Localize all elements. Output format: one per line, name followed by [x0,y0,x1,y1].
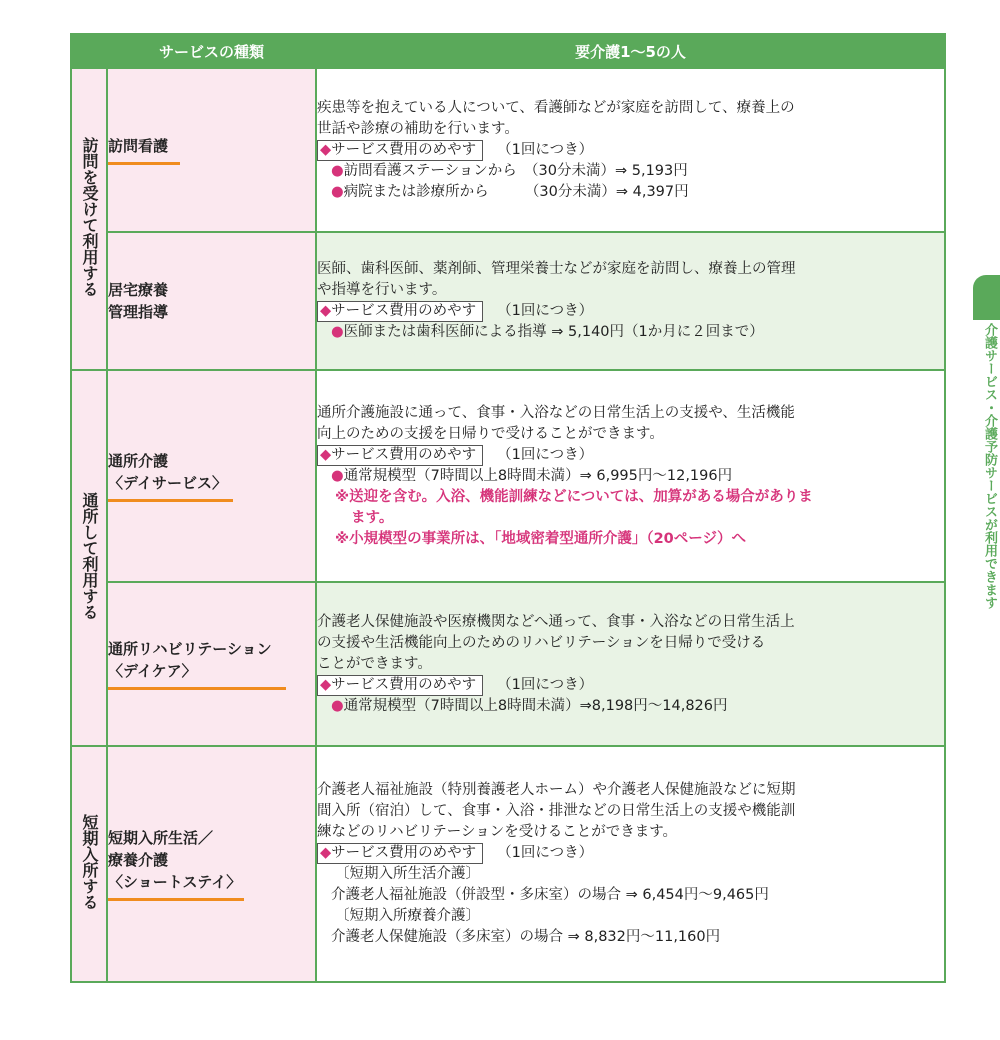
fee-label-box: ◆サービス費用のめやす [317,445,483,466]
fee-label-box: ◆サービス費用のめやす [317,675,483,696]
category-short-stay [71,746,107,982]
service-name: 居宅療養 管理指導 [107,232,316,370]
fee-label-box: ◆サービス費用のめやす [317,843,483,864]
underline-bar [108,162,180,165]
fee-label-box: ◆サービス費用のめやす [317,301,483,322]
service-name: 通所介護 〈デイサービス〉 [107,370,316,582]
category-day-service [71,370,107,746]
service-description: 疾患等を抱えている人について、看護師などが家庭を訪問して、療養上の 世話や診療の補助を行います。 ◆サービス費用のめやす （1回につき） ●訪問看護ステーションから （30分未満）⇒ 5,193円 ●病院または診療所から （30分未満）⇒ 4,397円 [316,68,945,232]
fee-item: ●訪問看護ステーションから （30分未満）⇒ 5,193円 [331,162,688,179]
service-description: 通所介護施設に通って、食事・入浴などの日常生活上の支援や、生活機能 向上のための支援を日帰りで受けることができます。 ◆サービス費用のめやす （1回につき） ●通常規模型（7時間以上8時間未満）⇒ 6,995円～12,196円 ※送迎を含む。入浴、機能訓練などについては、加算がある場合がありま ます。 ※小規模型の事業所は、「地域密着型通所介護」（20ページ）へ [316,370,945,582]
table-row [71,746,945,982]
service-description: 介護老人福祉施設（特別養護老人ホーム）や介護老人保健施設などに短期 間入所（宿泊）して、食事・入浴・排泄などの日常生活上の支援や機能訓 練などのリハビリテーションを受けることができます。 ◆サービス費用のめやす （1回につき） 〔短期入所生活介護〕 介護老人福祉施設（併設型・多床室）の場合 ⇒ 6,454円～9,465円 〔短期入所療養介護〕 介護老人保健施設（多床室）の場合 ⇒ 8,832円～11,160円 [316,746,945,982]
service-table [70,33,946,983]
side-tab [973,275,1000,320]
table-header-row [71,34,945,68]
fee-item: ●医師または歯科医師による指導 ⇒ 5,140円（1か月に２回まで） [331,324,764,340]
note-text: ます。 [351,509,394,526]
fee-item: 介護老人保健施設（多床室）の場合 ⇒ 8,832円～11,160円 [331,929,721,945]
fee-item: ●病院または診療所から （30分未満）⇒ 4,397円 [331,183,689,200]
table-row [71,582,945,746]
category-label: 訪問を受けて利用する [80,137,99,297]
fee-item: 介護老人福祉施設（併設型・多床室）の場合 ⇒ 6,454円～9,465円 [331,887,769,903]
service-name: 通所リハビリテーション 〈デイケア〉 [107,582,316,746]
fee-item: 〔短期入所生活介護〕 [335,866,480,882]
underline-bar [108,499,233,502]
note-text: ※小規模型の事業所は、「地域密着型通所介護」（20ページ）へ [335,530,746,547]
service-description: 医師、歯科医師、薬剤師、管理栄養士などが家庭を訪問し、療養上の管理 や指導を行います。 ◆サービス費用のめやす （1回につき） ●医師または歯科医師による指導 ⇒ 5,140円（1か月に２回まで） [316,232,945,370]
header-blank [71,34,107,68]
category-home-visit [71,68,107,370]
fee-item: 〔短期入所療養介護〕 [335,908,480,924]
table-row [71,68,945,232]
header-target: 要介護1～5の人 [316,34,945,68]
fee-label-box: ◆サービス費用のめやす [317,140,483,161]
side-label: 介護サービス・介護予防サービスが利用できます [982,323,997,609]
service-name: 訪問看護 [107,68,316,232]
table-row [71,370,945,582]
fee-item: ●通常規模型（7時間以上8時間未満）⇒8,198円～14,826円 [331,697,728,714]
service-description: 介護老人保健施設や医療機関などへ通って、食事・入浴などの日常生活上 の支援や生活機能向上のためのリハビリテーションを日帰りで受ける ことができます。 ◆サービス費用のめやす （1回につき） ●通常規模型（7時間以上8時間未満）⇒8,198円～14,826円 [316,582,945,746]
fee-item: ●通常規模型（7時間以上8時間未満）⇒ 6,995円～12,196円 [331,467,733,484]
header-service-type: サービスの種類 [107,34,316,68]
underline-bar [108,687,286,690]
table-row [71,232,945,370]
category-label: 短期入所する [80,814,99,910]
note-text: ※送迎を含む。入浴、機能訓練などについては、加算がある場合がありま [335,488,813,505]
underline-bar [108,898,244,901]
service-name: 短期入所生活／ 療養介護 〈ショートステイ〉 [107,746,316,982]
category-label: 通所して利用する [80,492,99,620]
